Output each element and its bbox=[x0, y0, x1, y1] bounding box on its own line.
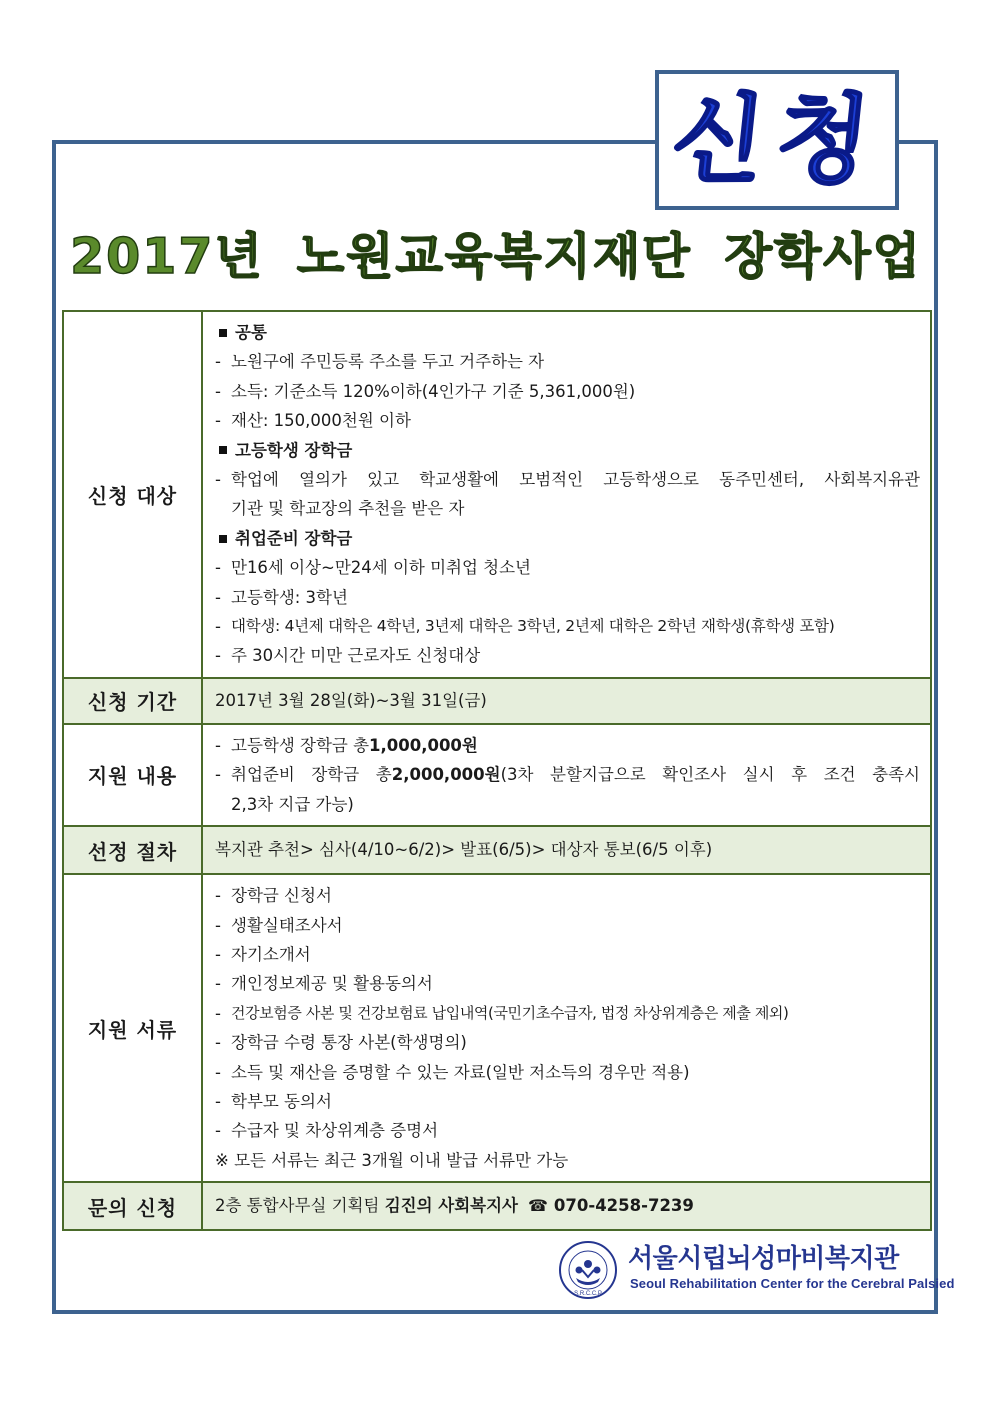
list-item: - 장학금 수령 통장 사본(학생명의) bbox=[215, 1033, 467, 1053]
list-item: - 건강보험증 사본 및 건강보험료 납입내역(국민기초수급자, 법정 차상위계층은 제출 제외) bbox=[215, 1003, 789, 1023]
content-target bbox=[202, 311, 931, 678]
label-documents: 지원 서류 bbox=[63, 874, 202, 1182]
telephone-icon: ☎ bbox=[527, 1196, 548, 1216]
list-item: - 재산: 150,000천원 이하 bbox=[215, 411, 411, 431]
organization-logo bbox=[558, 1236, 955, 1300]
content-period: 2017년 3월 28일(화)~3월 31일(금) bbox=[202, 678, 931, 724]
bullet-square-icon bbox=[219, 535, 227, 543]
amount-job: 2,000,000원 bbox=[391, 765, 501, 785]
list-item: - 노원구에 주민등록 주소를 두고 거주하는 자 bbox=[215, 352, 545, 372]
content-contact: 2층 통합사무실 기획팀 김진의 사회복지사 ☎ 070-4258-7239 bbox=[202, 1182, 931, 1230]
list-item: - 고등학생: 3학년 bbox=[215, 587, 348, 607]
contact-phone: 070-4258-7239 bbox=[553, 1196, 694, 1216]
list-item: - 학부모 동의서 bbox=[215, 1091, 332, 1111]
list-item: - 취업준비 장학금 총2,000,000원(3차 분할지급으로 확인조사 실시 후 조건 충족시 bbox=[215, 765, 920, 785]
content-selection: 복지관 추천> 심사(4/10~6/2)> 발표(6/5)> 대상자 통보(6/5 이후) bbox=[202, 826, 931, 874]
page-title: 2017년 노원교육복지재단 장학사업 bbox=[70, 228, 922, 285]
row-period bbox=[63, 678, 931, 724]
content-documents bbox=[202, 874, 931, 1182]
label-selection: 선정 절차 bbox=[63, 826, 202, 874]
list-item: - 개인정보제공 및 활용동의서 bbox=[215, 974, 433, 994]
documents-note: ※ 모든 서류는 최근 3개월 이내 발급 서류만 가능 bbox=[215, 1150, 569, 1170]
list-item: - 수급자 및 차상위계층 증명서 bbox=[215, 1121, 439, 1141]
list-item: - 소득 및 재산을 증명할 수 있는 자료(일반 저소득의 경우만 적용) bbox=[215, 1062, 690, 1082]
amount-high: 1,000,000원 bbox=[369, 735, 478, 755]
organization-name: 서울시립뇌성마비복지관 bbox=[628, 1244, 899, 1274]
list-item: - 고등학생 장학금 총1,000,000원 bbox=[215, 735, 478, 755]
section-common: 공통 bbox=[215, 318, 920, 347]
list-item: - 주 30시간 미만 근로자도 신청대상 bbox=[215, 646, 481, 666]
row-support bbox=[63, 724, 931, 826]
row-contact bbox=[63, 1182, 931, 1230]
info-table bbox=[62, 310, 932, 1231]
apply-badge bbox=[655, 70, 899, 210]
label-contact: 문의 신청 bbox=[63, 1182, 202, 1230]
contact-person: 김진의 사회복지사 bbox=[384, 1196, 518, 1216]
list-item: - 자기소개서 bbox=[215, 944, 311, 964]
list-item: - 생활실태조사서 bbox=[215, 915, 343, 935]
list-item: - 장학금 신청서 bbox=[215, 886, 332, 906]
row-documents bbox=[63, 874, 931, 1182]
list-item: - 대학생: 4년제 대학은 4학년, 3년제 대학은 3학년, 2년제 대학은 2학년 재학생(휴학생 포함) bbox=[215, 617, 835, 637]
list-item: - 소득: 기준소득 120%이하(4인가구 기준 5,361,000원) bbox=[215, 381, 636, 401]
label-support: 지원 내용 bbox=[63, 724, 202, 826]
label-period: 신청 기간 bbox=[63, 678, 202, 724]
bullet-square-icon bbox=[219, 446, 227, 454]
section-high-school: 고등학생 장학금 bbox=[215, 436, 920, 465]
organization-name-english: Seoul Rehabilitation Center for the Cerebral Palsied bbox=[630, 1276, 955, 1291]
list-item: - 학업에 열의가 있고 학교생활에 모범적인 고등학생으로 동주민센터, 사회복지유관 bbox=[215, 470, 920, 490]
bullet-square-icon bbox=[219, 329, 227, 337]
row-target bbox=[63, 311, 931, 678]
list-item: - 만16세 이상~만24세 이하 미취업 청소년 bbox=[215, 558, 531, 578]
list-item-continued: 2,3차 지급 가능) bbox=[231, 794, 354, 814]
label-target: 신청 대상 bbox=[63, 311, 202, 678]
list-item-continued: 기관 및 학교장의 추천을 받은 자 bbox=[231, 499, 465, 519]
content-support bbox=[202, 724, 931, 826]
badge-text: 신청 bbox=[666, 84, 888, 196]
section-job-prep: 취업준비 장학금 bbox=[215, 524, 920, 553]
svg-text:S.R.C.C.P: S.R.C.C.P bbox=[574, 1291, 602, 1297]
seal-icon bbox=[558, 1240, 618, 1300]
row-selection bbox=[63, 826, 931, 874]
